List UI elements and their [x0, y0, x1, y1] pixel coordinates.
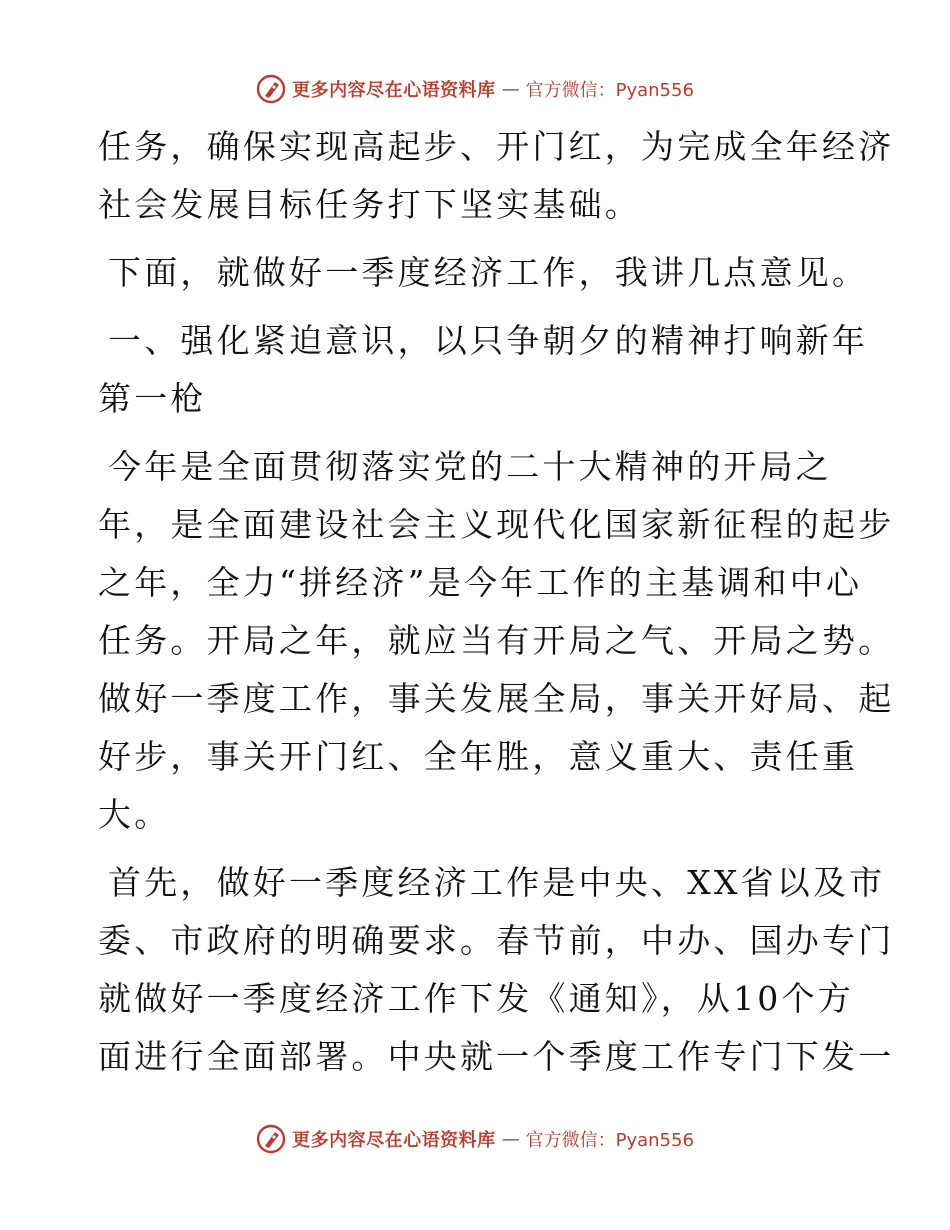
text-line: 好步，事关开门红、全年胜，意义重大、责任重	[98, 737, 859, 776]
text-line: 做好一季度工作，事关发展全局，事关开好局、起	[98, 679, 895, 718]
pen-nib-logo-icon	[256, 74, 286, 104]
watermark-contact-text: 官方微信：Pyan556	[525, 1130, 694, 1151]
text-line: 社会发展目标任务打下坚实基础。	[98, 185, 641, 224]
heading-line: 第一枪	[98, 379, 207, 418]
text-line: 委、市政府的明确要求。春节前，中办、国办专门	[98, 921, 895, 960]
watermark-separator: —	[501, 78, 520, 100]
header-watermark	[0, 74, 950, 104]
paragraph-3	[98, 438, 895, 844]
text-line: 面进行全面部署。中央就一个季度工作专门下发一	[98, 1037, 895, 1076]
watermark-contact-text: 官方微信：Pyan556	[525, 80, 694, 101]
paragraph-2	[98, 244, 869, 302]
text-line: 任务。开局之年，就应当有开局之气、开局之势。	[98, 621, 895, 660]
text-line: 年，是全面建设社会主义现代化国家新征程的起步	[98, 505, 895, 544]
document-body	[98, 118, 895, 1096]
watermark-brand-text: 更多内容尽在心语资料库	[292, 80, 496, 101]
text-line: 大。	[98, 795, 171, 834]
watermark-brand-text: 更多内容尽在心语资料库	[292, 1130, 496, 1151]
text-line: 之年，全力“拼经济”是今年工作的主基调和中心	[98, 563, 863, 602]
footer-watermark	[0, 1124, 950, 1154]
paragraph-1	[98, 118, 895, 234]
watermark-separator: —	[501, 1128, 520, 1150]
text-line: 首先，做好一季度经济工作是中央、XX省以及市	[108, 863, 886, 902]
text-line: 今年是全面贯彻落实党的二十大精神的开局之	[108, 447, 832, 486]
text-line: 任务，确保实现高起步、开门红，为完成全年经济	[98, 127, 895, 166]
heading-line: 一、强化紧迫意识，以只争朝夕的精神打响新年	[108, 321, 869, 360]
text-line: 就做好一季度经济工作下发《通知》，从10个方	[98, 979, 854, 1018]
section-heading	[98, 312, 869, 428]
paragraph-4	[98, 854, 895, 1086]
pen-nib-logo-icon	[256, 1124, 286, 1154]
text-line: 下面，就做好一季度经济工作，我讲几点意见。	[108, 253, 869, 292]
